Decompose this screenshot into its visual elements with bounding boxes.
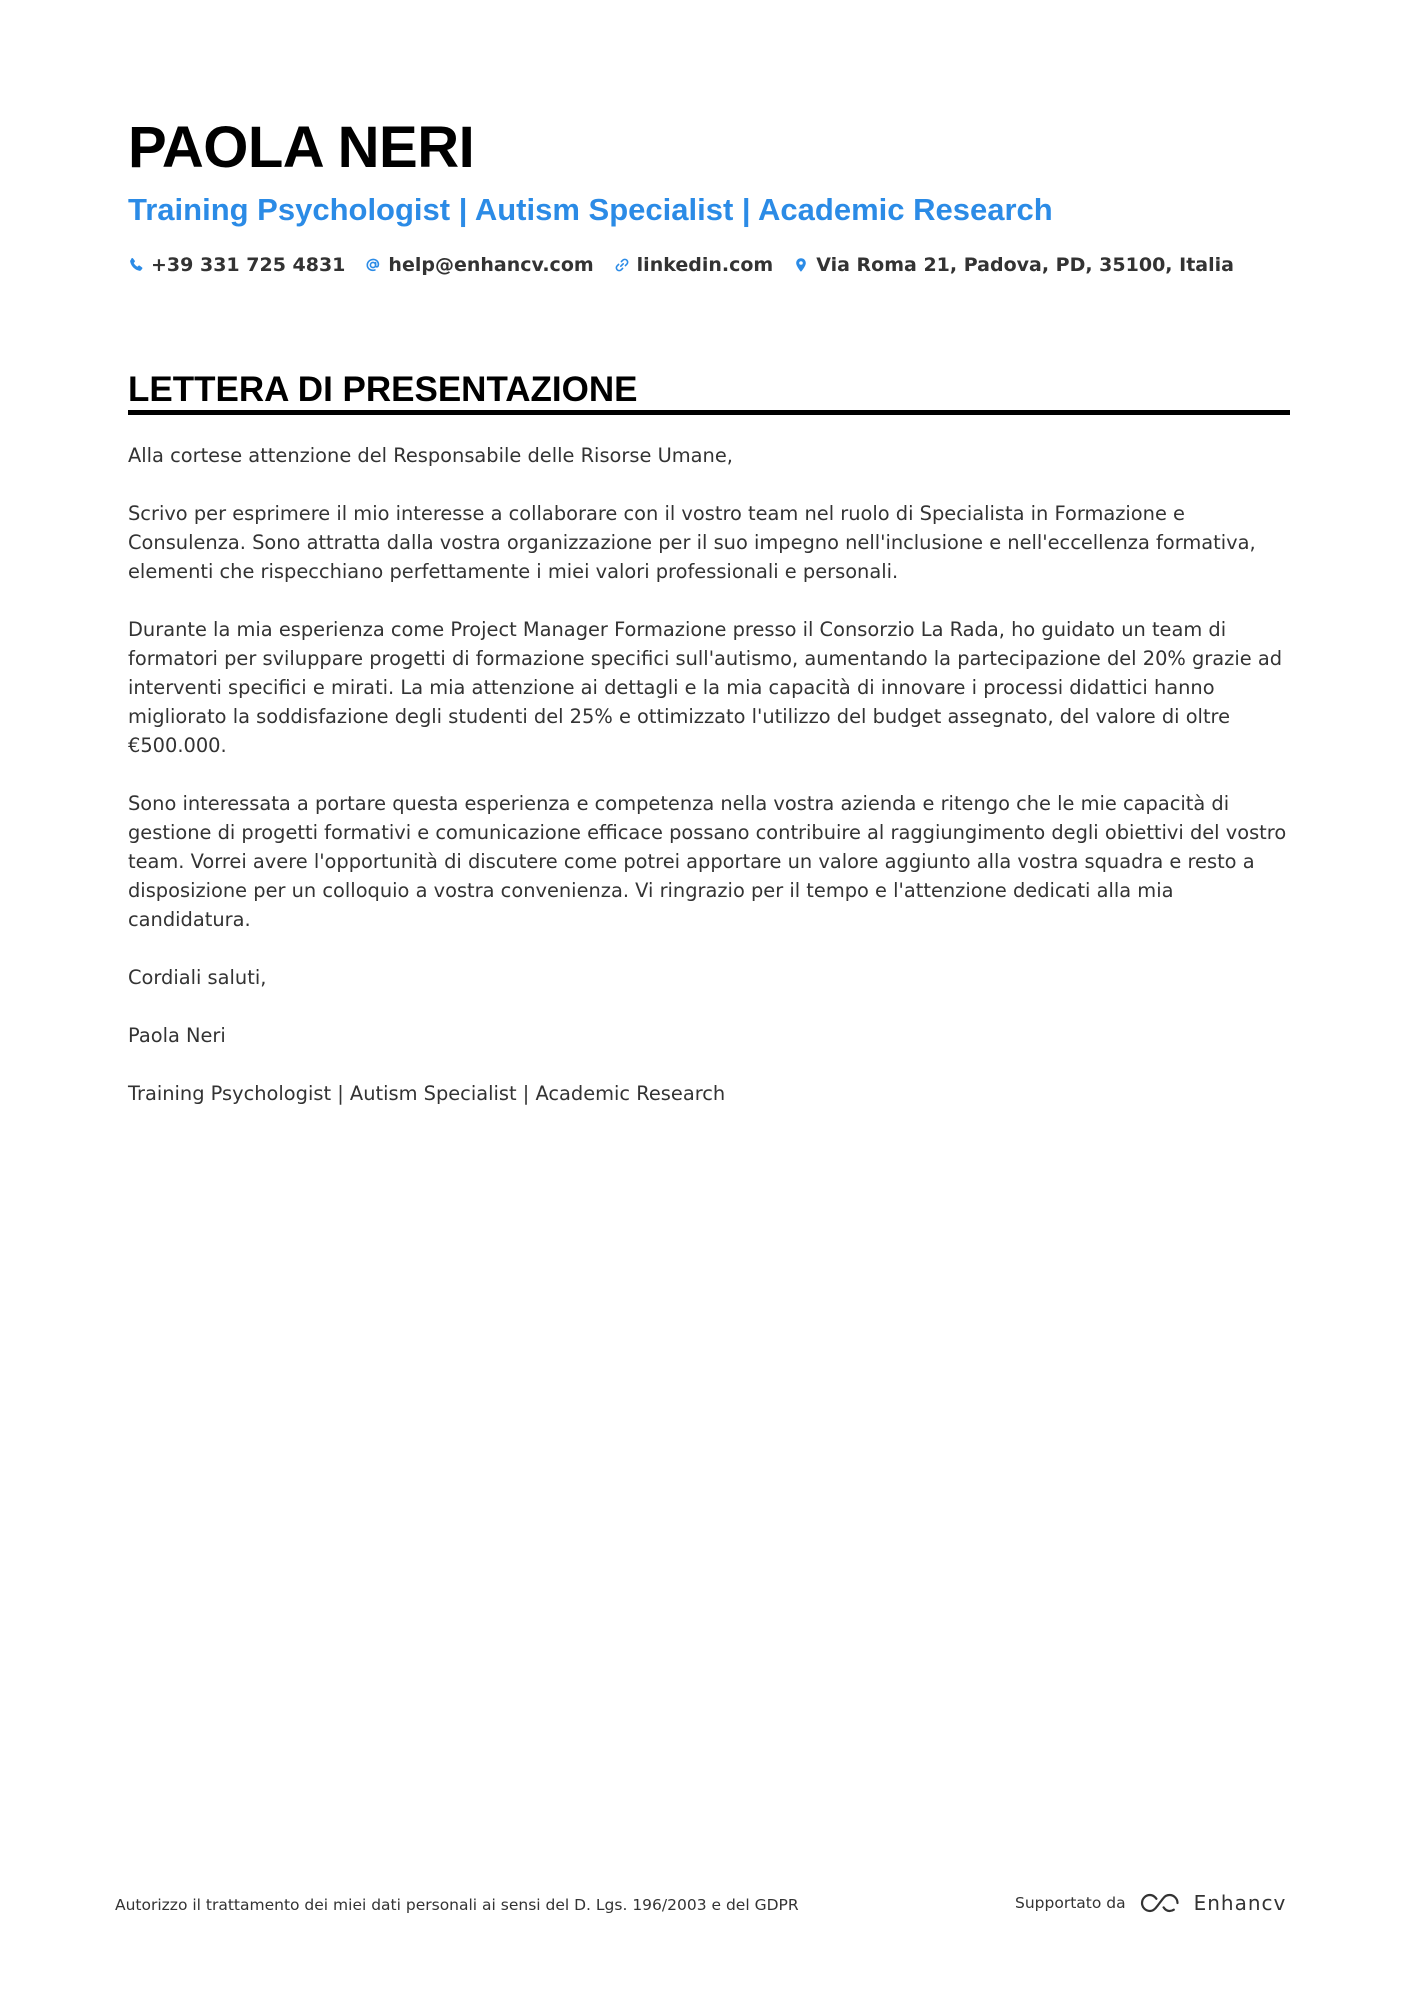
contact-email-text: help@enhancv.com — [388, 254, 594, 276]
contact-address — [793, 254, 1234, 276]
section-divider — [128, 410, 1290, 415]
signature-name: Paola Neri — [128, 1024, 226, 1047]
contact-linkedin[interactable] — [614, 254, 774, 276]
phone-icon — [128, 257, 144, 273]
letter-paragraph: Sono interessata a portare questa esperienza e competenza nella vostra azienda e ritengo che le mie capacità di gestione di progetti formativi e comunicazione efficace possano contribuire al raggiungimento degli obiettivi del vostro team. Vorrei avere l'opportunità di discutere come potrei apportare un valore aggiunto alla vostra squadra e resto a disposizione per un colloquio a vostra convenienza. Vi ringrazio per il tempo e l'attenzione dedicati alla mia candidatura. — [128, 792, 1287, 931]
contact-phone[interactable] — [128, 254, 345, 276]
enhancv-brand-name: Enhancv — [1193, 1891, 1287, 1915]
letter-salutation: Alla cortese attenzione del Responsabile delle Risorse Umane, — [128, 444, 733, 467]
contact-linkedin-text: linkedin.com — [636, 254, 774, 276]
contact-email[interactable] — [365, 254, 593, 276]
powered-by-label: Supportato da — [1015, 1894, 1126, 1912]
letter-body — [128, 441, 1290, 1137]
contact-phone-text: +39 331 725 4831 — [151, 254, 346, 276]
signature-title: Training Psychologist | Autism Specialist | Academic Research — [128, 1082, 726, 1105]
letter-paragraph: Scrivo per esprimere il mio interesse a collaborare con il vostro team nel ruolo di Specialista in Formazione e Consulenza. Sono attratta dalla vostra organizzazione per il suo impegno nell'inclusione e nell'eccellenza formativa, elementi che rispecchiano perfettamente i miei valori professionali e personali. — [128, 502, 1256, 583]
powered-by[interactable] — [1015, 1890, 1286, 1916]
link-icon — [614, 257, 630, 273]
contact-address-text: Via Roma 21, Padova, PD, 35100, Italia — [816, 254, 1234, 276]
letter-closing: Cordiali saluti, — [128, 966, 267, 989]
contact-bar — [128, 254, 1254, 276]
section-title: LETTERA DI PRESENTAZIONE — [128, 370, 638, 409]
candidate-name: PAOLA NERI — [128, 115, 475, 180]
enhancv-logo-icon — [1138, 1890, 1184, 1916]
letter-paragraph: Durante la mia esperienza come Project Manager Formazione presso il Consorzio La Rada, ho guidato un team di formatori per sviluppare progetti di formazione specifici sull'autismo, aumentando la partecipazione del 20% grazie ad interventi specifici e mirati. La mia attenzione ai dettagli e la mia capacità di innovare i processi didattici hanno migliorato la soddisfazione degli studenti del 25% e ottimizzato l'utilizzo del budget assegnato, del valore di oltre €500.000. — [128, 618, 1283, 757]
location-pin-icon — [793, 257, 809, 273]
candidate-headline: Training Psychologist | Autism Specialist | Academic Research — [128, 192, 1053, 227]
privacy-consent: Autorizzo il trattamento dei miei dati personali ai sensi del D. Lgs. 196/2003 e del GDPR — [115, 1896, 799, 1914]
at-icon — [365, 257, 381, 273]
